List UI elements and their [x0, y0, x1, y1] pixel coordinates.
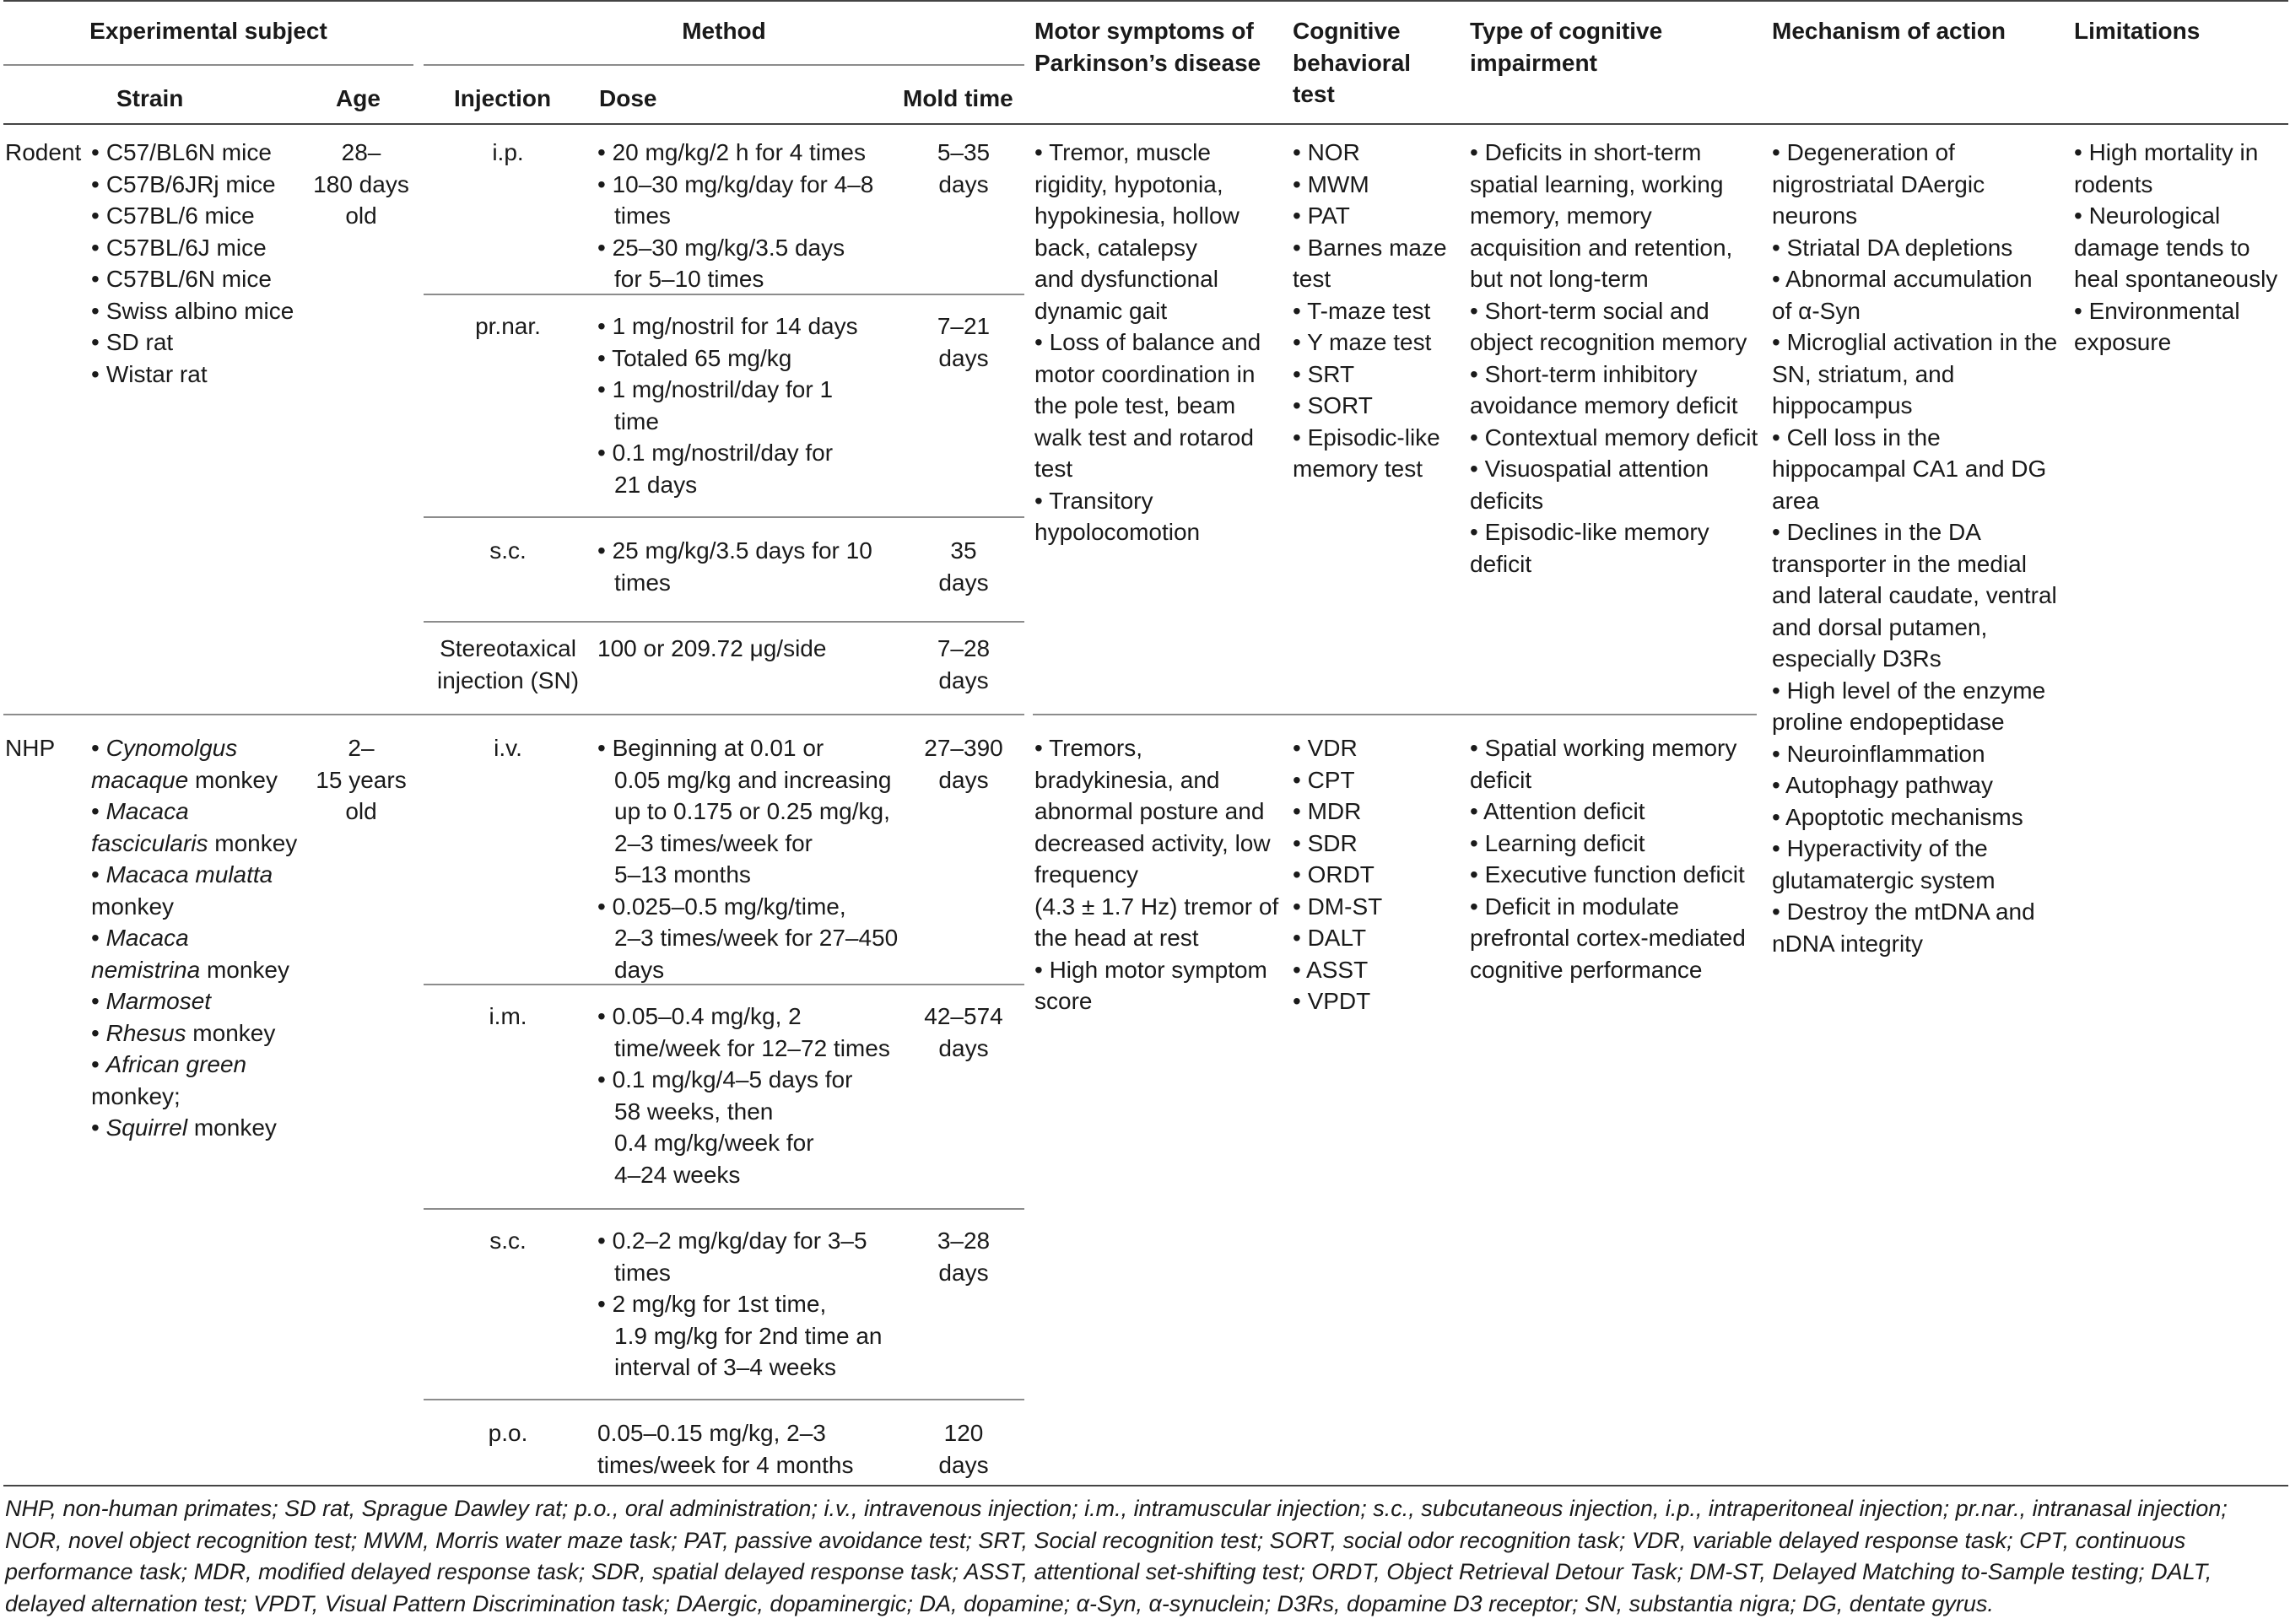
method-underline — [424, 64, 1024, 66]
rodent-stereo-dose: 100 or 209.72 μg/side — [597, 635, 827, 661]
rodent-sc-dose: • 25 mg/kg/3.5 days for 10 times — [597, 537, 872, 596]
nhp-label: NHP — [5, 735, 56, 761]
rodent-ip-dose: • 20 mg/kg/2 h for 4 times • 10–30 mg/kg/day for 4–8 times • 25–30 mg/kg/3.5 days for 5–10 times — [597, 139, 874, 292]
list-item: • Wistar rat — [91, 359, 294, 391]
list-item: • C57BL/6 mice — [91, 200, 294, 232]
list-item: macaque monkey — [91, 766, 278, 793]
bottom-rule — [3, 1485, 2288, 1486]
nhp-cogtype: • Spatial working memory deficit • Attention deficit • Learning deficit • Executive function deficit • Deficit in modulate prefrontal cortex-mediated cognitive performance — [1470, 735, 1746, 983]
list-item: • Macaca — [91, 798, 189, 824]
nhp-im-mold: 42–574 days — [924, 1003, 1003, 1061]
list-item: • C57BL/6N mice — [91, 263, 294, 295]
rodent-prnar-divider — [424, 516, 1024, 518]
list-item: • African green — [91, 1051, 247, 1077]
rodent-cogtype: • Deficits in short-term spatial learning, working memory, memory acquisition and retention, but not long-term • Short-term social and object recognition memory • Short-term inhibitory avoidance memory deficit • Contextual memory deficit • Visuospatial attention deficits • Episodic-like memory deficit — [1470, 139, 1758, 577]
rodent-prnar-mold: 7–21 days — [937, 313, 991, 371]
header-motor: Motor symptoms of Parkinson’s disease — [1034, 18, 1261, 76]
rodent-sc-mold: 35 days — [938, 537, 989, 596]
list-item: • Rhesus monkey — [91, 1019, 276, 1046]
rodent-stereo-injection: Stereotaxical injection (SN) — [436, 635, 580, 693]
header-cogtype: Type of cognitive impairment — [1470, 18, 1663, 76]
list-item: • Cynomolgus — [91, 735, 238, 761]
nhp-iv-dose: • Beginning at 0.01 or 0.05 mg/kg and increasing up to 0.175 or 0.25 mg/kg, 2–3 times/week for 5–13 months • 0.025–0.5 mg/kg/time, 2–3 times/week for 27–450 days — [597, 735, 899, 983]
nhp-po-injection: p.o. — [488, 1420, 528, 1446]
list-item: • Marmoset — [91, 988, 212, 1014]
rodent-strain-list — [91, 137, 294, 390]
nhp-sc-dose: • 0.2–2 mg/kg/day for 3–5 times • 2 mg/kg for 1st time, 1.9 mg/kg for 2nd time an interval of 3–4 weeks — [597, 1227, 883, 1380]
list-item: • Macaca mulatta — [91, 861, 273, 888]
rodent-cogtest: • NOR • MWM • PAT • Barnes maze test • T-maze test • Y maze test • SRT • SORT • Episodic-like memory test — [1293, 139, 1447, 482]
rodent-sc-divider — [424, 621, 1024, 623]
nhp-im-divider — [424, 1208, 1024, 1210]
list-item: • C57BL/6J mice — [91, 232, 294, 264]
list-item: • C57/BL6N mice — [91, 137, 294, 169]
rodent-sc-injection: s.c. — [489, 537, 527, 564]
header-injection: Injection — [454, 85, 552, 111]
rodent-age: 28– 180 days old — [313, 139, 409, 229]
header-subject: Experimental subject — [89, 18, 327, 44]
table-footnote: NHP, non-human primates; SD rat, Sprague Dawley rat; p.o., oral administration; i.v., intravenous injection; i.m., intramuscular injection; s.c., subcutaneous injection, i.p., intraperitoneal injection; pr.nar., intranasal injection; NOR, novel object recognition test; MWM, Morris water maze task; PAT, passive avoidance test; SRT, Social recognition test; SORT, social odor recognition task; VDR, variable delayed response task; CPT, continuous performance task; MDR, modified delayed response task; SDR, spatial delayed response task; ASST, attentional set-shifting test; ORDT, Object Retrieval Detour Task; DM-ST, Delayed Matching to-Sample testing; DALT, delayed alternation test; VPDT, Visual Pattern Discrimination task; DAergic, dopaminergic; DA, dopamine; α-Syn, α-synuclein; D3Rs, dopamine D3 receptor; SN, substantia nigra; DG, dentate gyrus. — [5, 1496, 2228, 1616]
list-item: nemistrina monkey — [91, 956, 289, 983]
list-item: • Swiss albino mice — [91, 295, 294, 327]
list-item: • C57B/6JRj mice — [91, 169, 294, 201]
header-cogtest: Cognitive behavioral test — [1293, 18, 1412, 107]
rodent-prnar-dose: • 1 mg/nostril for 14 days • Totaled 65 mg/kg • 1 mg/nostril/day for 1 time • 0.1 mg/nostril/day for 21 days — [597, 313, 858, 498]
nhp-im-injection: i.m. — [489, 1003, 527, 1029]
header-limitations: Limitations — [2074, 18, 2201, 44]
list-item: • Squirrel monkey — [91, 1114, 277, 1141]
nhp-age: 2– 15 years old — [316, 735, 407, 824]
list-item: • Macaca — [91, 925, 189, 951]
subject-underline — [3, 64, 413, 66]
nhp-po-mold: 120 days — [938, 1420, 989, 1478]
header-mechanism: Mechanism of action — [1772, 18, 2006, 44]
nhp-po-dose: 0.05–0.15 mg/kg, 2–3 times/week for 4 months — [597, 1420, 854, 1478]
nhp-cogtest: • VDR • CPT • MDR • SDR • ORDT • DM-ST • DALT • ASST • VPDT — [1293, 735, 1383, 1014]
list-item: monkey — [91, 893, 175, 920]
header-age: Age — [336, 85, 381, 111]
rodent-motor: • Tremor, muscle rigidity, hypotonia, hypokinesia, hollow back, catalepsy and dysfunctional dynamic gait • Loss of balance and motor coordination in the pole test, beam walk test and rotarod test • Transitory hypolocomotion — [1034, 139, 1261, 545]
list-item: • SD rat — [91, 326, 294, 359]
nhp-sc-mold: 3–28 days — [937, 1227, 991, 1286]
rodent-nhp-left-divider — [3, 714, 1024, 715]
rodent-prnar-injection: pr.nar. — [475, 313, 541, 339]
header-method: Method — [682, 18, 766, 44]
nhp-im-dose: • 0.05–0.4 mg/kg, 2 time/week for 12–72 times • 0.1 mg/kg/4–5 days for 58 weeks, then 0.4 mg/kg/week for 4–24 weeks — [597, 1003, 890, 1188]
limitations-list: • High mortality in rodents • Neurological damage tends to heal spontaneously • Environmental exposure — [2074, 139, 2278, 355]
list-item: fascicularis monkey — [91, 829, 298, 856]
header-strain: Strain — [116, 85, 184, 111]
list-item: monkey; — [91, 1082, 181, 1109]
nhp-motor: • Tremors, bradykinesia, and abnormal posture and decreased activity, low frequency (4.3 ± 1.7 Hz) tremor of the head at rest • High motor symptom score — [1034, 735, 1279, 1014]
rodent-stereo-mold: 7–28 days — [937, 635, 991, 693]
top-rule — [3, 0, 2288, 2]
header-rule — [3, 123, 2288, 125]
nhp-sc-divider — [424, 1399, 1024, 1400]
header-dose: Dose — [599, 85, 657, 111]
mechanism-list: • Degeneration of nigrostriatal DAergic neurons • Striatal DA depletions • Abnormal accumulation of α-Syn • Microglial activation in the SN, striatum, and hippocampus • Cell loss in the hippocampal CA1 and DG area • Declines in the DA transporter in the medial and lateral caudate, ventral and dorsal putamen, especially D3Rs • High level of the enzyme proline endopeptidase • Neuroinflammation • Autophagy pathway • Apoptotic mechanisms • Hyperactivity of the glutamatergic system • Destroy the mtDNA and nDNA integrity — [1772, 139, 2058, 957]
rodent-ip-mold: 5–35 days — [937, 139, 991, 197]
rodent-label: Rodent — [5, 139, 82, 165]
nhp-iv-mold: 27–390 days — [924, 735, 1003, 793]
nhp-strain-list — [91, 732, 297, 1144]
rodent-nhp-mid-divider — [1033, 714, 1757, 715]
nhp-sc-injection: s.c. — [489, 1227, 527, 1254]
header-moldtime: Mold time — [903, 85, 1013, 111]
rodent-ip-injection: i.p. — [492, 139, 524, 165]
nhp-iv-injection: i.v. — [494, 735, 522, 761]
